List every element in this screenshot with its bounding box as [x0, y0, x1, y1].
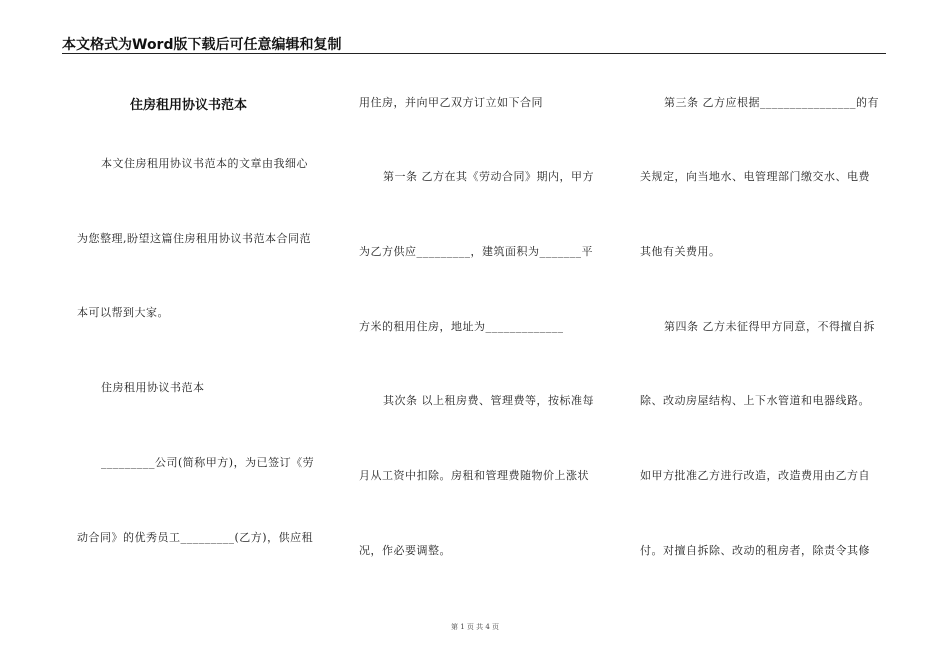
paragraph-line: 用住房，并向甲乙双方订立如下合同 [359, 96, 543, 109]
paragraph-line: 月从工资中扣除。房租和管理费随物价上涨状 [359, 469, 589, 482]
paragraph-line: 本可以帮到大家。 [77, 306, 169, 319]
paragraph-line: 为乙方供应_________，建筑面积为_______平 [359, 245, 593, 258]
paragraph-line: _________公司(简称甲方)，为已签订《劳 [101, 456, 315, 469]
paragraph-line: 为您整理,盼望这篇住房租用协议书范本合同范 [77, 232, 311, 245]
section-heading: 住房租用协议书范本 [101, 381, 205, 394]
paragraph-line: 关规定，向当地水、电管理部门缴交水、电费 [640, 170, 870, 183]
document-header: 本文格式为Word版下载后可任意编辑和复制 [62, 37, 342, 53]
clause-line: 第四条 乙方未征得甲方同意，不得擅自拆 [664, 320, 875, 333]
page-number: 第 1 页 共 4 页 [450, 623, 500, 631]
clause-line: 第三条 乙方应根据________________的有 [664, 96, 879, 109]
paragraph-line: 本文住房租用协议书范本的文章由我细心 [101, 157, 308, 170]
paragraph-line: 方米的租用住房，地址为_____________ [359, 320, 564, 333]
paragraph-line: 其他有关费用。 [640, 245, 721, 258]
paragraph-line: 如甲方批准乙方进行改造，改造费用由乙方自 [640, 469, 870, 482]
paragraph-line: 动合同》的优秀员工_________(乙方)，供应租 [77, 531, 314, 544]
header-divider [62, 53, 886, 54]
paragraph-line: 况，作必要调整。 [359, 544, 451, 557]
paragraph-line: 除、改动房屋结构、上下水管道和电器线路。 [640, 394, 870, 407]
clause-line: 第一条 乙方在其《劳动合同》期内，甲方 [383, 170, 594, 183]
paragraph-line: 付。对擅自拆除、改动的租房者，除责令其修 [640, 544, 870, 557]
clause-line: 其次条 以上租房费、管理费等，按标准每 [383, 394, 594, 407]
document-title: 住房租用协议书范本 [130, 98, 248, 113]
